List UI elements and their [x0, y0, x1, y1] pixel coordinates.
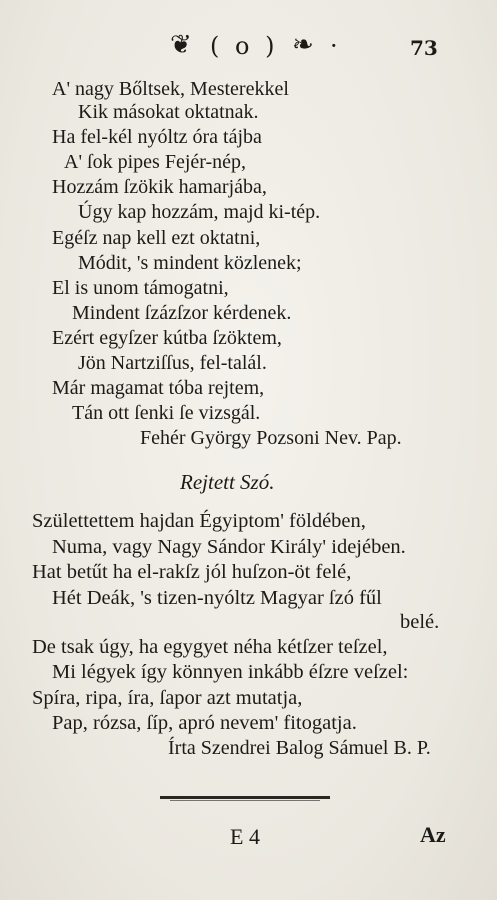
- riddle-line: belé.: [400, 611, 440, 633]
- page-number: 73: [410, 36, 438, 60]
- riddle-line: Hat betűt ha el-rakſz jól huſzon-öt felé,: [32, 561, 352, 583]
- ornament-left-icon: ❦: [170, 30, 192, 60]
- riddle-line: Hét Deák, 's tizen-nyóltz Magyar ſzó fűl: [52, 587, 382, 609]
- header-dot: ·: [330, 32, 338, 60]
- poem-line: A' nagy Bőltsek, Mesterekkel: [52, 78, 289, 100]
- poem-line: Már magamat tóba rejtem,: [52, 377, 265, 399]
- running-head: ( o ): [210, 32, 279, 60]
- riddle-line: Születtettem hajdan Égyiptom' földében,: [32, 510, 366, 532]
- riddle-signature: Írta Szendrei Balog Sámuel B. P.: [168, 737, 431, 759]
- poem-line: Kik másokat oktatnak.: [78, 101, 259, 123]
- riddle-heading: Rejtett Szó.: [180, 470, 275, 494]
- poem-line: Úgy kap hozzám, majd ki-tép.: [78, 201, 321, 223]
- poem-line: Mindent ſzázſzor kérdenek.: [72, 302, 292, 324]
- riddle-line: Spíra, ripa, íra, ſapor azt mutatja,: [32, 687, 303, 709]
- poem-line: Tán ott ſenki ſe vizsgál.: [72, 402, 261, 424]
- riddle-line: Mi légyek így könnyen inkább éſzre veſzel:: [52, 661, 409, 683]
- poem-line: Ezért egyſzer kútba ſzöktem,: [52, 327, 282, 349]
- ornament-right-icon: ❧: [292, 30, 314, 60]
- poem-signature: Fehér György Pozsoni Nev. Pap.: [140, 427, 402, 449]
- section-divider-thin: [170, 800, 320, 801]
- riddle-line: De tsak úgy, ha egygyet néha kétſzer teſzel,: [32, 636, 388, 658]
- poem-line: Jön Nartziſſus, fel-talál.: [78, 352, 267, 374]
- riddle-line: Numa, vagy Nagy Sándor Király' idejében.: [52, 536, 406, 558]
- poem-line: Módit, 's mindent közlenek;: [78, 252, 302, 274]
- section-divider: [160, 796, 330, 799]
- poem-line: A' ſok pipes Fejér-nép,: [64, 151, 247, 173]
- catchword: Az: [420, 822, 446, 847]
- riddle-line: Pap, rózsa, ſíp, apró nevem' fitogatja.: [52, 712, 357, 734]
- poem-line: Hozzám ſzökik hamarjába,: [52, 176, 267, 198]
- signature-mark: E 4: [230, 824, 260, 849]
- poem-line: El is unom támogatni,: [52, 277, 229, 299]
- poem-line: Egéſz nap kell ezt oktatni,: [52, 227, 261, 249]
- poem-line: Ha fel-kél nyóltz óra tájba: [52, 126, 262, 148]
- page-header: [0, 30, 497, 66]
